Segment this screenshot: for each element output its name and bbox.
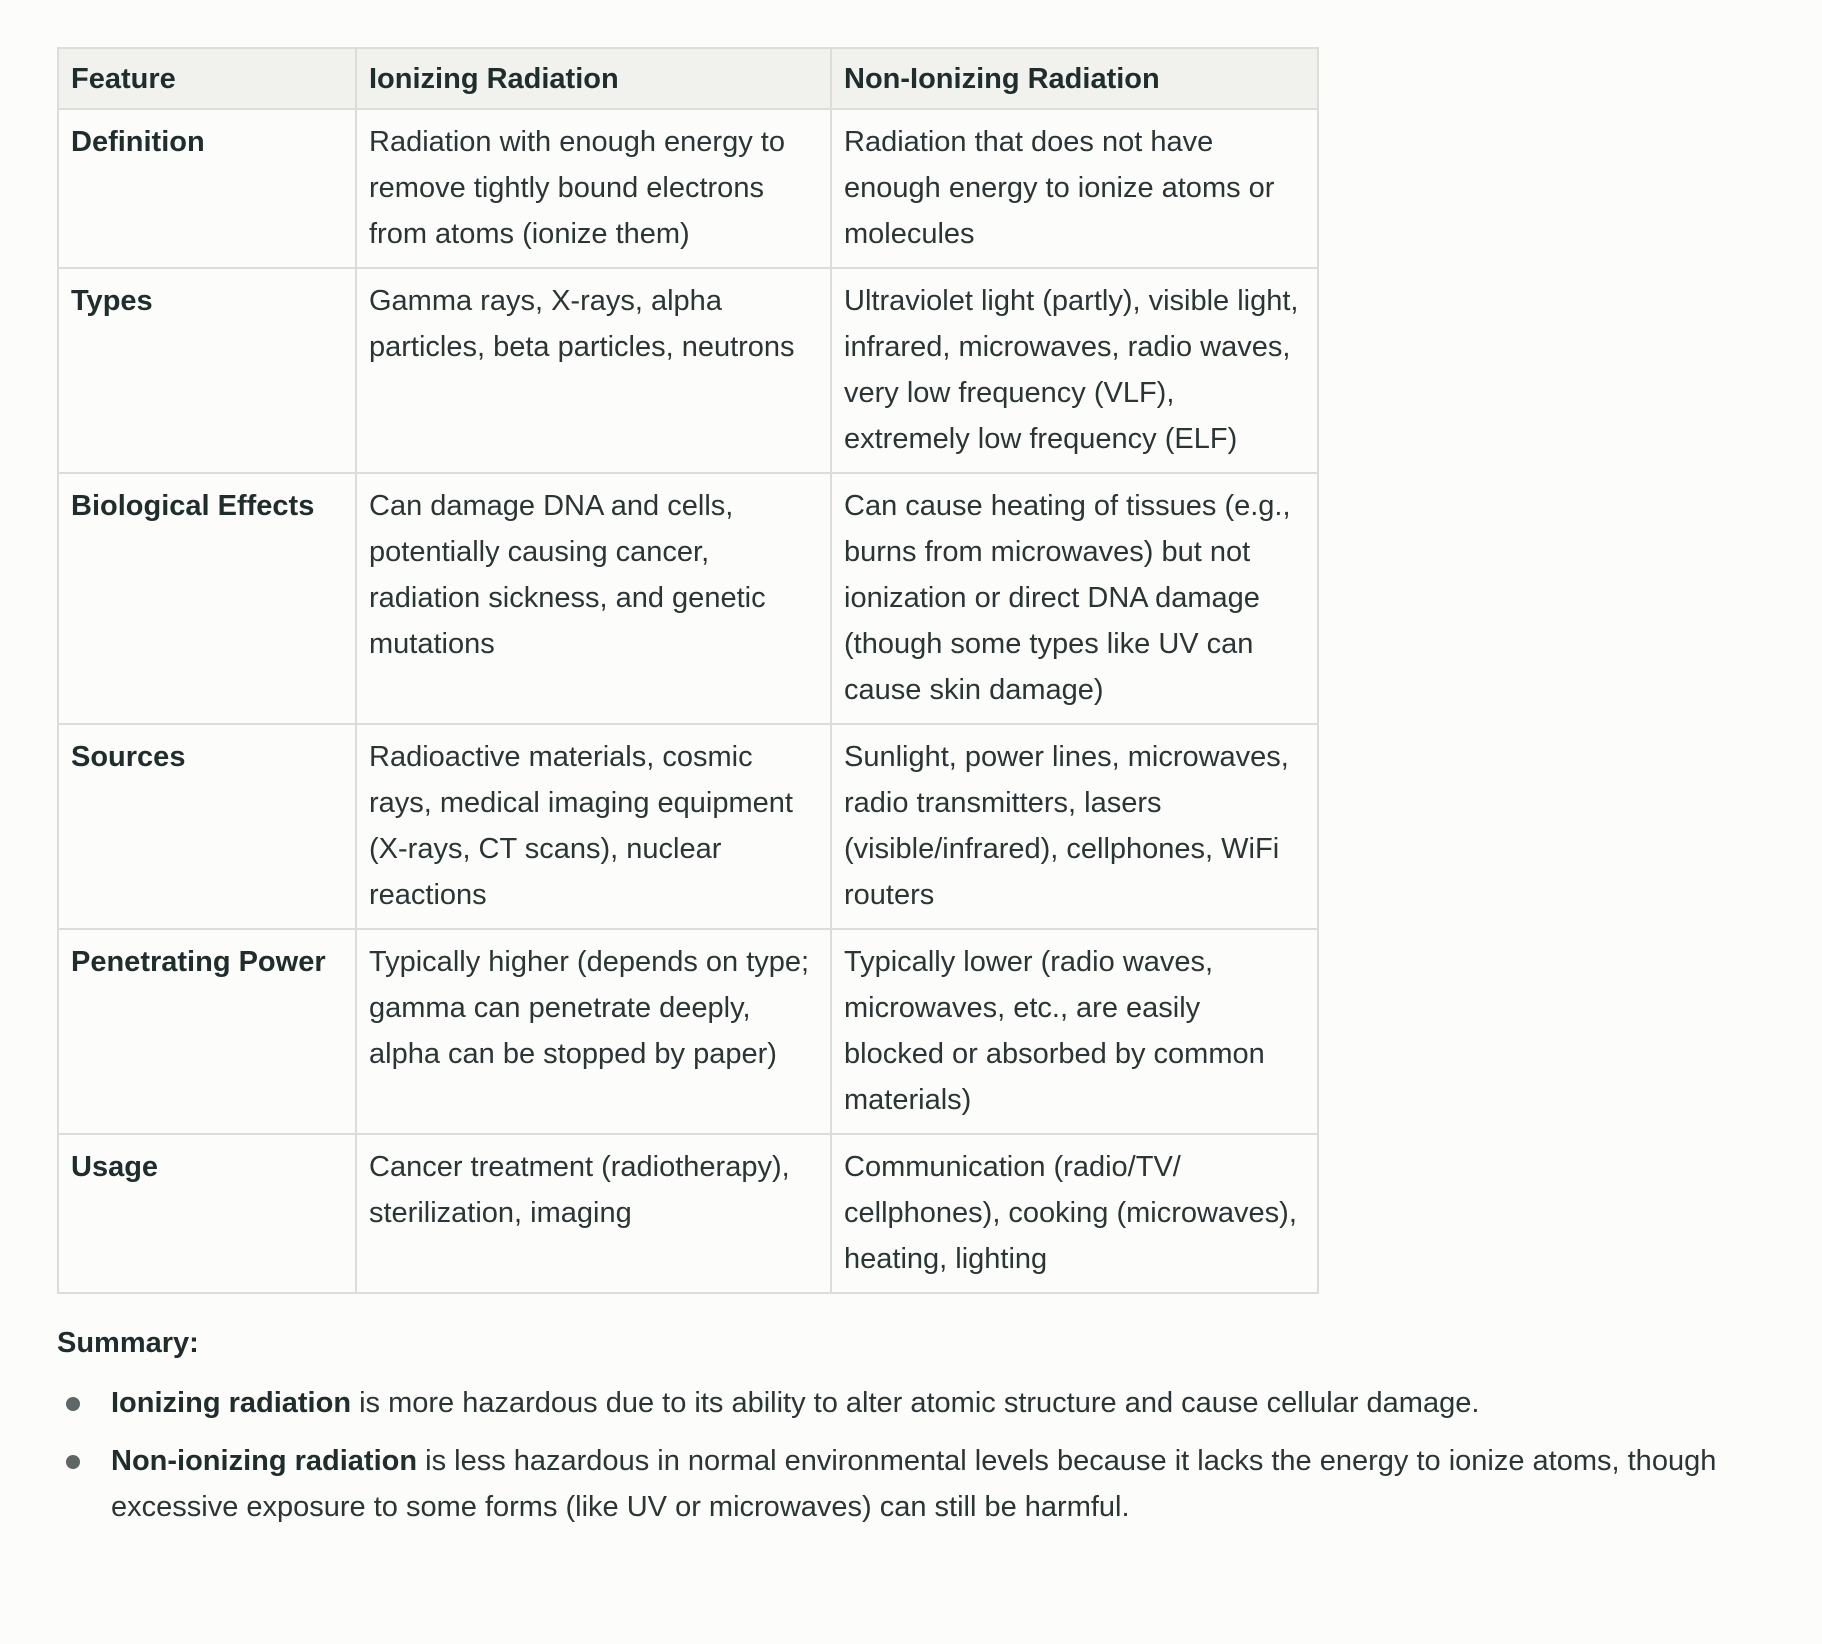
list-item (57, 1380, 1777, 1426)
summary-term: Ionizing radiation (111, 1387, 352, 1419)
bullet-icon (66, 1455, 80, 1469)
header-non-ionizing: Non-Ionizing Radiation (831, 48, 1318, 109)
row-ionizing-cell: Radiation with enough energy to remove tightly bound electrons from atoms (ionize them) (356, 109, 831, 268)
table-row (58, 109, 1318, 268)
row-feature: Sources (58, 724, 356, 929)
table-row (58, 268, 1318, 473)
header-feature: Feature (58, 48, 356, 109)
row-feature: Types (58, 268, 356, 473)
table-row (58, 1134, 1318, 1293)
table-row (58, 473, 1318, 724)
row-non-ionizing-cell: Ultraviolet light (partly), visible light, infrared, microwaves, radio waves, very low frequency (VLF), extremely low frequency (ELF) (831, 268, 1318, 473)
table-row (58, 724, 1318, 929)
header-ionizing: Ionizing Radiation (356, 48, 831, 109)
row-ionizing-cell: Cancer treatment (radiotherapy), sterilization, imaging (356, 1134, 831, 1293)
row-feature: Biological Effects (58, 473, 356, 724)
summary-list (57, 1380, 1777, 1530)
row-non-ionizing-cell: Typically lower (radio waves, microwaves, etc., are easily blocked or absorbed by common materials) (831, 929, 1318, 1134)
summary-text: is more hazardous due to its ability to alter atomic structure and cause cellular damage. (351, 1387, 1480, 1419)
row-feature: Penetrating Power (58, 929, 356, 1134)
row-non-ionizing-cell: Communication (radio/TV/ cellphones), cooking (microwaves), heating, lighting (831, 1134, 1318, 1293)
row-feature: Usage (58, 1134, 356, 1293)
row-feature: Definition (58, 109, 356, 268)
row-ionizing-cell: Can damage DNA and cells, potentially causing cancer, radiation sickness, and genetic mutations (356, 473, 831, 724)
summary-heading: Summary: (57, 1327, 199, 1359)
list-item (57, 1438, 1777, 1530)
summary-term: Non-ionizing radiation (111, 1445, 418, 1477)
row-ionizing-cell: Radioactive materials, cosmic rays, medical imaging equipment (X-rays, CT scans), nuclear reactions (356, 724, 831, 929)
summary-text: is less hazardous in normal environmental levels because it lacks the energy to ionize atoms, though excessive exposure to some forms (like UV or microwaves) can still be harmful. (111, 1445, 1717, 1523)
row-non-ionizing-cell: Sunlight, power lines, microwaves, radio transmitters, lasers (visible/infrared), cellphones, WiFi routers (831, 724, 1318, 929)
comparison-table (57, 47, 1319, 1294)
row-ionizing-cell: Gamma rays, X-rays, alpha particles, beta particles, neutrons (356, 268, 831, 473)
row-ionizing-cell: Typically higher (depends on type; gamma can penetrate deeply, alpha can be stopped by paper) (356, 929, 831, 1134)
bullet-icon (66, 1397, 80, 1411)
row-non-ionizing-cell: Can cause heating of tissues (e.g., burns from microwaves) but not ionization or direct DNA damage (though some types like UV can cause skin damage) (831, 473, 1318, 724)
table-header-row (58, 48, 1318, 109)
table-row (58, 929, 1318, 1134)
document-content (57, 47, 1777, 1542)
row-non-ionizing-cell: Radiation that does not have enough energy to ionize atoms or molecules (831, 109, 1318, 268)
